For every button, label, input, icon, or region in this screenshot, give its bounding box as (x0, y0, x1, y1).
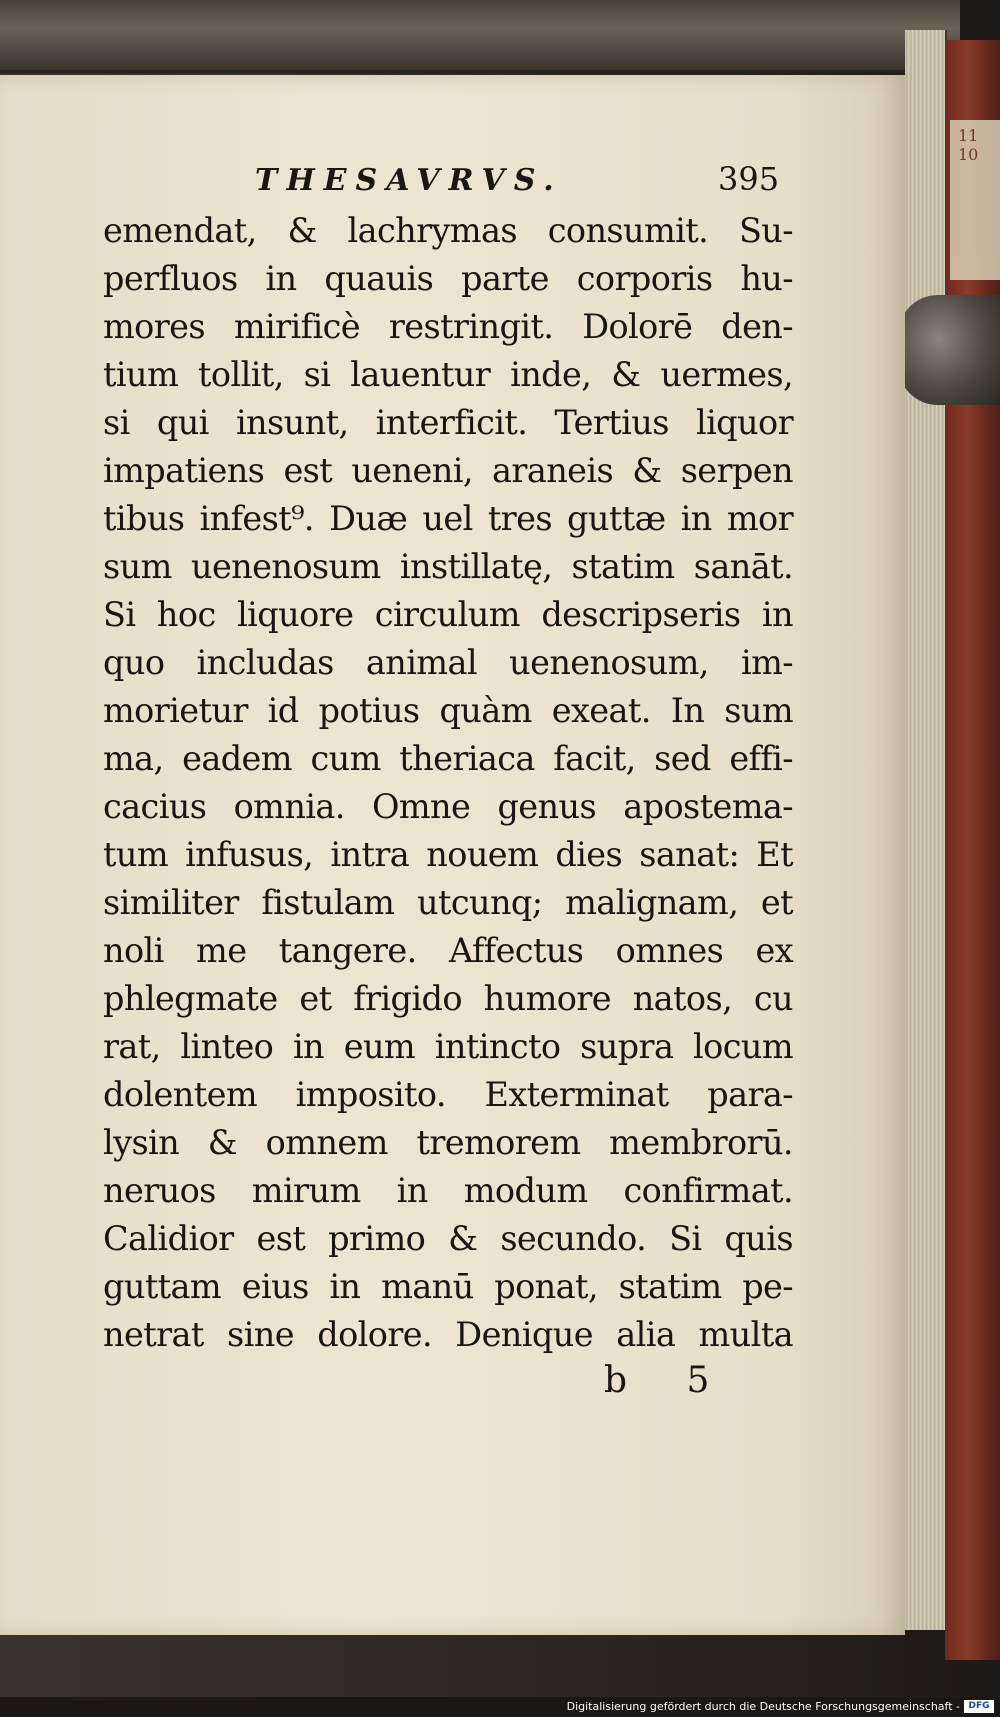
text-line: lysin & omnem tremorem membrorū. (103, 1123, 793, 1162)
text-line: Calidior est primo & secundo. Si quis (103, 1219, 793, 1258)
running-head: THESAVRVS. (255, 163, 563, 198)
text-line: ma, eadem cum theriaca facit, sed effi- (103, 739, 793, 778)
page-number: 395 (718, 160, 780, 198)
text-line: tum infusus, intra nouem dies sanat: Et (103, 835, 793, 874)
text-line: cacius omnia. Omne genus apostema- (103, 787, 793, 826)
text-line: noli me tangere. Affectus omnes ex (103, 931, 793, 970)
body-text (103, 207, 793, 1359)
page-clip (898, 295, 1000, 405)
text-line: rat, linteo in eum intincto supra locum (103, 1027, 793, 1066)
text-line: sum uenenosum instillatę, statim sanāt. (103, 547, 793, 586)
text-line: guttam eius in manū ponat, statim pe- (103, 1267, 793, 1306)
text-line: quo includas animal uenenosum, im- (103, 643, 793, 682)
text-line: netrat sine dolore. Denique alia multa (103, 1315, 793, 1354)
funding-credit: Digitalisierung gefördert durch die Deutsche Forschungsgemeinschaft - (566, 1700, 960, 1713)
text-line: morietur id potius quàm exeat. In sum (103, 691, 793, 730)
signature-mark: b 5 (604, 1360, 734, 1401)
text-line: dolentem imposito. Exterminat para- (103, 1075, 793, 1114)
text-line: Si hoc liquore circulum descripseris in (103, 595, 793, 634)
book-top-edge (0, 0, 960, 73)
page-edges (905, 30, 947, 1630)
text-line: tibus infest⁹. Duæ uel tres guttæ in mor (103, 499, 793, 538)
spine-fragment (950, 120, 1000, 280)
spine-fragment-text: 11 10 (958, 126, 979, 164)
text-line: phlegmate et frigido humore natos, cu (103, 979, 793, 1018)
text-line: emendat, & lachrymas consumit. Su- (103, 211, 793, 250)
text-line: si qui insunt, interficit. Tertius liquor (103, 403, 793, 442)
dfg-logo-icon: DFG (964, 1700, 994, 1713)
text-line: tium tollit, si lauentur inde, & uermes, (103, 355, 793, 394)
text-line: mores mirificè restringit. Dolorē den- (103, 307, 793, 346)
text-line: similiter fistulam utcunq; malignam, et (103, 883, 793, 922)
book-binding (945, 40, 1000, 1660)
text-line: impatiens est ueneni, araneis & serpen (103, 451, 793, 490)
text-line: neruos mirum in modum confirmat. (103, 1171, 793, 1210)
text-line: perfluos in quauis parte corporis hu- (103, 259, 793, 298)
